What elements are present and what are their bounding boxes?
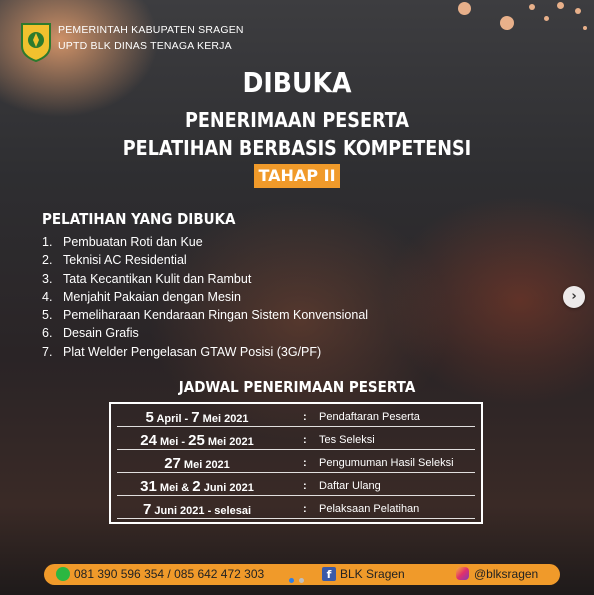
chevron-right-icon: › [571, 289, 577, 304]
schedule-activity: Pengumuman Hasil Seleksi [319, 457, 454, 469]
schedule-date: 27 Mei 2021 [164, 455, 230, 472]
table-row: 27 Mei 2021 : Pengumuman Hasil Seleksi [117, 455, 475, 473]
facebook-handle: BLK Sragen [340, 567, 405, 581]
table-row: 31 Mei & 2 Juni 2021 : Daftar Ulang [117, 478, 475, 496]
headline-open: DIBUKA [242, 66, 352, 99]
phone-numbers: 081 390 596 354 / 085 642 472 303 [74, 567, 265, 581]
table-row: 24 Mei - 25 Mei 2021 : Tes Seleksi [117, 432, 475, 450]
list-item: 2. Teknisi AC Residential [42, 253, 187, 268]
carousel-dot[interactable] [299, 578, 304, 583]
training-list [42, 233, 368, 361]
schedule-activity: Pendaftaran Peserta [319, 411, 420, 423]
list-item: 1. Pembuatan Roti dan Kue [42, 235, 203, 249]
list-item: 6. Desain Grafis [42, 326, 139, 341]
org-name-line2: UPTD BLK DINAS TENAGA KERJA [58, 40, 232, 52]
headline-recruitment: PENERIMAAN PESERTA [184, 108, 410, 132]
schedule-heading: JADWAL PENERIMAAN PESERTA [178, 378, 416, 396]
schedule-activity: Pelaksaan Pelatihan [319, 503, 420, 515]
list-item: 4. Menjahit Pakaian dengan Mesin [42, 289, 241, 304]
carousel-dot-active [289, 578, 294, 583]
regency-crest-icon [20, 22, 52, 62]
headline-program: PELATIHAN BERBASIS KOMPETENSI [122, 136, 472, 160]
list-item: 3. Tata Kecantikan Kulit dan Rambut [42, 271, 252, 286]
list-item: 5. Pemeliharaan Kendaraan Ringan Sistem Konvensional [42, 308, 369, 323]
instagram-icon [456, 567, 469, 580]
org-name-line1: PEMERINTAH KABUPATEN SRAGEN [58, 24, 244, 36]
schedule-table [109, 402, 483, 524]
table-row: 7 Juni 2021 - selesai : Pelaksaan Pelatihan [117, 501, 475, 519]
schedule-activity: Daftar Ulang [319, 480, 381, 492]
schedule-date: 7 Juni 2021 - selesai [142, 501, 251, 518]
table-row: 5 April - 7 Mei 2021 : Pendaftaran Peserta [117, 409, 475, 427]
schedule-activity: Tes Seleksi [319, 434, 375, 446]
list-item: 7. Plat Welder Pengelasan GTAW Posisi (3G/PF) [42, 344, 322, 359]
instagram-handle: @blksragen [474, 567, 539, 581]
phase-badge: TAHAP II [254, 164, 340, 188]
whatsapp-icon [56, 567, 70, 581]
schedule-date: 31 Mei & 2 Juni 2021 [140, 478, 254, 495]
trainings-heading: PELATIHAN YANG DIBUKA [42, 210, 236, 228]
schedule-date: 5 April - 7 Mei 2021 [145, 409, 249, 426]
facebook-icon: f [322, 567, 336, 581]
schedule-date: 24 Mei - 25 Mei 2021 [140, 432, 254, 449]
next-slide-button[interactable] [563, 286, 585, 308]
